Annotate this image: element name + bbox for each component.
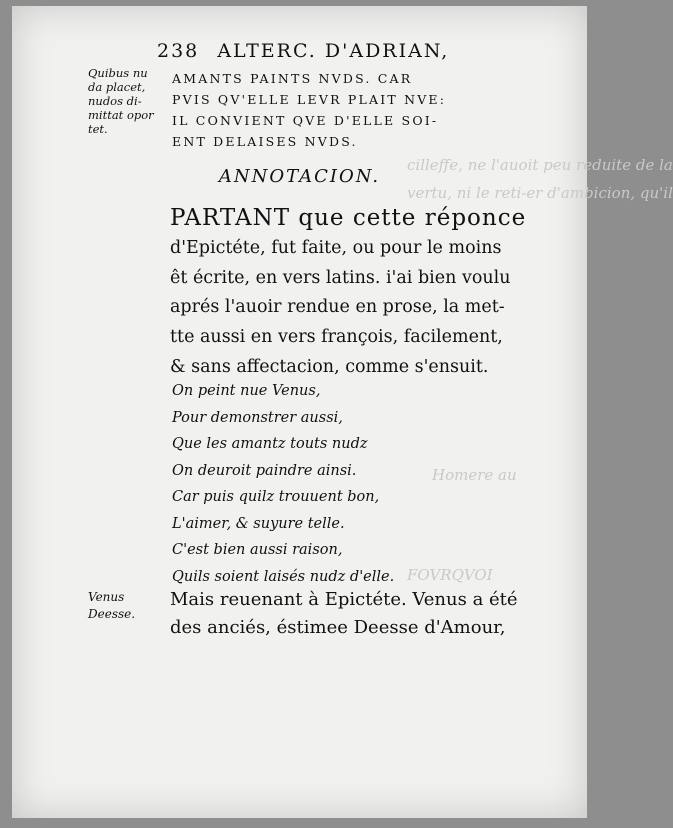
annotation-paragraph	[170, 204, 527, 383]
margin-note-line: Quibus nu	[88, 66, 148, 80]
poem-line: Pour demonstrer aussi,	[172, 409, 343, 426]
verse-line: IL CONVIENT QVE D'ELLE SOI-	[172, 113, 439, 128]
margin-note-line: mittat opor	[88, 108, 154, 122]
poem-line: On deuroit paindre ainsi.	[172, 462, 357, 479]
poem-line: L'aimer, & suyure telle.	[172, 515, 345, 532]
margin-note-line: Venus	[88, 590, 125, 604]
running-header	[157, 40, 449, 62]
bleed-through: Homere au	[432, 466, 517, 484]
poem-line: C'est bien aussi raison,	[172, 542, 343, 558]
paragraph-line: êt écrite, en vers latins. i'ai bien voulu	[170, 267, 511, 288]
book-page	[12, 6, 673, 818]
paragraph-line: PARTANT que cette réponce	[170, 205, 527, 231]
poem-line: On peint nue Venus,	[172, 383, 321, 399]
margin-note-line: Deesse.	[88, 607, 136, 621]
latin-verse-translation	[172, 68, 446, 152]
french-poem	[172, 378, 394, 590]
bleed-through: FOVRQVOI	[407, 566, 493, 584]
bleed-through: cilleffe, ne l'auoit peu reduite de la	[407, 156, 673, 174]
running-title: ALTERC. D'ADRIAN,	[217, 40, 450, 62]
paragraph-line: tte aussi en vers françois, facilement,	[170, 327, 503, 348]
margin-note-line: da placet,	[88, 80, 146, 94]
verse-line: PVIS QV'ELLE LEVR PLAIT NVE:	[172, 92, 447, 107]
page-number: 238	[157, 40, 200, 62]
poem-line: Que les amantz touts nudz	[172, 436, 368, 452]
margin-note-line: nudos di-	[88, 94, 142, 108]
margin-note-line: tet.	[88, 122, 108, 136]
poem-line: Car puis quilz trouuent bon,	[172, 489, 380, 505]
margin-note-bottom	[88, 589, 158, 623]
bleed-through: vertu, ni le reti-er d'ambicion, qu'il	[407, 184, 673, 202]
paragraph-line: d'Epictéte, fut faite, ou pour le moins	[170, 237, 502, 258]
paragraph-line: Mais reuenant à Epictéte. Venus a été	[170, 589, 518, 610]
margin-note-top	[88, 66, 158, 136]
verse-line: ENT DELAISES NVDS.	[172, 134, 358, 149]
paragraph-line: des anciés, éstimee Deesse d'Amour,	[170, 617, 506, 638]
continuation-paragraph	[170, 586, 518, 642]
section-heading: ANNOTACION.	[218, 166, 381, 187]
poem-line: Quils soient laisés nudz d'elle.	[172, 568, 395, 585]
verse-line: AMANTS PAINTS NVDS. CAR	[172, 71, 413, 86]
paragraph-line: & sans affectacion, comme s'ensuit.	[170, 356, 489, 377]
paragraph-line: aprés l'auoir rendue en prose, la met-	[170, 297, 505, 318]
